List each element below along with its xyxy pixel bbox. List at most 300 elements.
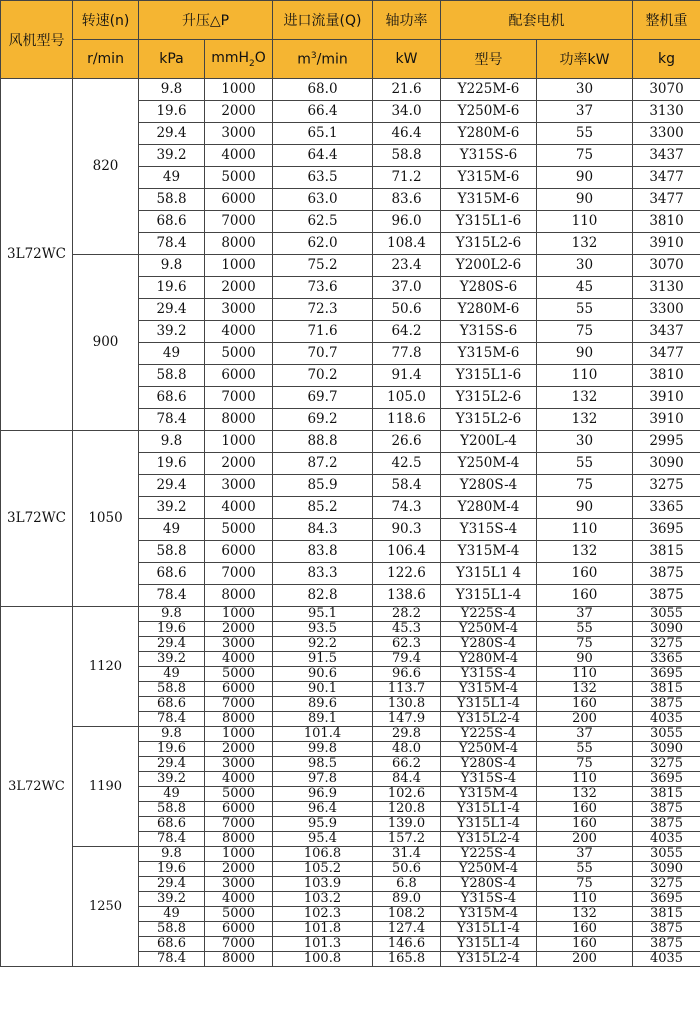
motor-type-cell: Y315L1-4	[441, 937, 537, 952]
flow-cell: 103.9	[273, 877, 373, 892]
speed-cell: 1250	[73, 847, 139, 967]
weight-cell: 3477	[633, 343, 700, 365]
pressure-mmh2o-cell: 1000	[205, 847, 273, 862]
shaft-power-cell: 23.4	[373, 255, 441, 277]
table-row	[1, 79, 700, 101]
weight-cell: 4035	[633, 952, 700, 967]
motor-power-cell: 160	[537, 563, 633, 585]
pressure-kpa-cell: 58.8	[139, 802, 205, 817]
shaft-power-cell: 146.6	[373, 937, 441, 952]
shaft-power-cell: 26.6	[373, 431, 441, 453]
flow-cell: 72.3	[273, 299, 373, 321]
motor-power-cell: 200	[537, 952, 633, 967]
pressure-kpa-cell: 39.2	[139, 497, 205, 519]
fan-model-cell: 3L72WC	[1, 607, 73, 967]
table-header	[1, 1, 700, 79]
shaft-power-cell: 50.6	[373, 299, 441, 321]
motor-type-cell: Y315M-4	[441, 682, 537, 697]
motor-type-cell: Y315L2-4	[441, 952, 537, 967]
motor-type-cell: Y315M-4	[441, 541, 537, 563]
pressure-mmh2o-cell: 5000	[205, 519, 273, 541]
flow-cell: 96.9	[273, 787, 373, 802]
motor-power-cell: 132	[537, 233, 633, 255]
speed-cell: 1190	[73, 727, 139, 847]
motor-type-cell: Y250M-4	[441, 742, 537, 757]
weight-cell: 3130	[633, 101, 700, 123]
pressure-mmh2o-cell: 8000	[205, 952, 273, 967]
motor-type-cell: Y315L1-4	[441, 697, 537, 712]
weight-cell: 3695	[633, 519, 700, 541]
shaft-power-cell: 45.3	[373, 622, 441, 637]
pressure-mmh2o-cell: 4000	[205, 652, 273, 667]
motor-type-cell: Y315M-6	[441, 167, 537, 189]
flow-unit-superscript: 3	[310, 50, 317, 61]
pressure-kpa-cell: 68.6	[139, 937, 205, 952]
weight-cell: 3477	[633, 167, 700, 189]
motor-type-cell: Y315L2-4	[441, 832, 537, 847]
pressure-kpa-cell: 78.4	[139, 832, 205, 847]
pressure-kpa-cell: 19.6	[139, 862, 205, 877]
pressure-kpa-cell: 78.4	[139, 409, 205, 431]
motor-power-cell: 132	[537, 409, 633, 431]
table-row	[1, 727, 700, 742]
header-motor-type: 型号	[441, 40, 537, 79]
flow-cell: 90.6	[273, 667, 373, 682]
shaft-power-cell: 157.2	[373, 832, 441, 847]
model-group	[1, 79, 700, 431]
pressure-mmh2o-cell: 3000	[205, 123, 273, 145]
flow-cell: 98.5	[273, 757, 373, 772]
pressure-mmh2o-cell: 5000	[205, 343, 273, 365]
header-weight-unit: kg	[633, 40, 700, 79]
motor-power-cell: 55	[537, 622, 633, 637]
motor-type-cell: Y315M-4	[441, 907, 537, 922]
motor-type-cell: Y280M-4	[441, 652, 537, 667]
flow-cell: 68.0	[273, 79, 373, 101]
motor-power-cell: 37	[537, 847, 633, 862]
pressure-kpa-cell: 9.8	[139, 255, 205, 277]
weight-cell: 3437	[633, 145, 700, 167]
weight-cell: 3437	[633, 321, 700, 343]
mmh2o-text: mmH	[211, 49, 250, 66]
flow-cell: 66.4	[273, 101, 373, 123]
pressure-mmh2o-cell: 6000	[205, 802, 273, 817]
pressure-kpa-cell: 39.2	[139, 892, 205, 907]
pressure-mmh2o-cell: 1000	[205, 79, 273, 101]
weight-cell: 3090	[633, 453, 700, 475]
shaft-power-cell: 96.0	[373, 211, 441, 233]
pressure-kpa-cell: 9.8	[139, 79, 205, 101]
model-group	[1, 431, 700, 607]
pressure-mmh2o-cell: 8000	[205, 832, 273, 847]
table-row	[1, 255, 700, 277]
motor-power-cell: 110	[537, 211, 633, 233]
pressure-mmh2o-cell: 4000	[205, 892, 273, 907]
shaft-power-cell: 84.4	[373, 772, 441, 787]
motor-power-cell: 160	[537, 817, 633, 832]
weight-cell: 3275	[633, 475, 700, 497]
pressure-mmh2o-cell: 7000	[205, 387, 273, 409]
weight-cell: 3875	[633, 922, 700, 937]
motor-type-cell: Y315S-4	[441, 519, 537, 541]
flow-cell: 101.3	[273, 937, 373, 952]
pressure-mmh2o-cell: 3000	[205, 475, 273, 497]
weight-cell: 3815	[633, 907, 700, 922]
weight-cell: 3477	[633, 189, 700, 211]
motor-type-cell: Y225S-4	[441, 847, 537, 862]
motor-type-cell: Y315S-6	[441, 145, 537, 167]
pressure-kpa-cell: 29.4	[139, 757, 205, 772]
motor-power-cell: 132	[537, 682, 633, 697]
pressure-mmh2o-cell: 4000	[205, 321, 273, 343]
weight-cell: 3275	[633, 877, 700, 892]
pressure-mmh2o-cell: 3000	[205, 877, 273, 892]
pressure-mmh2o-cell: 2000	[205, 622, 273, 637]
motor-power-cell: 30	[537, 255, 633, 277]
header-shaft-power: 轴功率	[373, 1, 441, 40]
flow-cell: 96.4	[273, 802, 373, 817]
weight-cell: 3875	[633, 937, 700, 952]
pressure-kpa-cell: 39.2	[139, 772, 205, 787]
header-speed: 转速(n)	[73, 1, 139, 40]
weight-cell: 3275	[633, 637, 700, 652]
motor-type-cell: Y280M-6	[441, 123, 537, 145]
motor-power-cell: 37	[537, 101, 633, 123]
table-row	[1, 607, 700, 622]
motor-power-cell: 55	[537, 123, 633, 145]
pressure-kpa-cell: 68.6	[139, 211, 205, 233]
mmh2o-text-end: O	[254, 49, 266, 66]
pressure-mmh2o-cell: 6000	[205, 682, 273, 697]
motor-type-cell: Y315S-4	[441, 667, 537, 682]
shaft-power-cell: 106.4	[373, 541, 441, 563]
flow-cell: 97.8	[273, 772, 373, 787]
shaft-power-cell: 102.6	[373, 787, 441, 802]
header-flow: 进口流量(Q)	[273, 1, 373, 40]
motor-power-cell: 55	[537, 742, 633, 757]
pressure-mmh2o-cell: 1000	[205, 255, 273, 277]
weight-cell: 3910	[633, 233, 700, 255]
motor-power-cell: 75	[537, 757, 633, 772]
pressure-mmh2o-cell: 1000	[205, 607, 273, 622]
motor-power-cell: 110	[537, 519, 633, 541]
shaft-power-cell: 31.4	[373, 847, 441, 862]
pressure-mmh2o-cell: 8000	[205, 409, 273, 431]
weight-cell: 4035	[633, 832, 700, 847]
flow-cell: 69.7	[273, 387, 373, 409]
motor-power-cell: 75	[537, 475, 633, 497]
motor-power-cell: 30	[537, 79, 633, 101]
motor-type-cell: Y315L2-6	[441, 409, 537, 431]
pressure-mmh2o-cell: 5000	[205, 167, 273, 189]
flow-unit-text: m	[297, 51, 311, 68]
pressure-kpa-cell: 49	[139, 667, 205, 682]
header-motor: 配套电机	[441, 1, 633, 40]
flow-cell: 103.2	[273, 892, 373, 907]
flow-cell: 91.5	[273, 652, 373, 667]
pressure-mmh2o-cell: 4000	[205, 497, 273, 519]
pressure-mmh2o-cell: 5000	[205, 787, 273, 802]
flow-cell: 83.3	[273, 563, 373, 585]
pressure-mmh2o-cell: 5000	[205, 907, 273, 922]
flow-cell: 106.8	[273, 847, 373, 862]
pressure-kpa-cell: 29.4	[139, 299, 205, 321]
shaft-power-cell: 108.2	[373, 907, 441, 922]
motor-power-cell: 37	[537, 607, 633, 622]
motor-power-cell: 90	[537, 343, 633, 365]
header-weight: 整机重	[633, 1, 700, 40]
motor-power-cell: 160	[537, 585, 633, 607]
flow-cell: 73.6	[273, 277, 373, 299]
flow-cell: 95.9	[273, 817, 373, 832]
shaft-power-cell: 42.5	[373, 453, 441, 475]
flow-cell: 71.6	[273, 321, 373, 343]
pressure-kpa-cell: 49	[139, 787, 205, 802]
pressure-mmh2o-cell: 8000	[205, 233, 273, 255]
pressure-mmh2o-cell: 2000	[205, 277, 273, 299]
weight-cell: 3815	[633, 682, 700, 697]
header-pressure: 升压△P	[139, 1, 273, 40]
motor-type-cell: Y315S-4	[441, 892, 537, 907]
shaft-power-cell: 6.8	[373, 877, 441, 892]
shaft-power-cell: 28.2	[373, 607, 441, 622]
flow-cell: 93.5	[273, 622, 373, 637]
weight-cell: 3875	[633, 563, 700, 585]
shaft-power-cell: 79.4	[373, 652, 441, 667]
motor-type-cell: Y250M-4	[441, 862, 537, 877]
speed-cell: 1050	[73, 431, 139, 607]
motor-type-cell: Y315S-4	[441, 772, 537, 787]
pressure-kpa-cell: 49	[139, 167, 205, 189]
pressure-mmh2o-cell: 6000	[205, 922, 273, 937]
motor-power-cell: 110	[537, 892, 633, 907]
weight-cell: 3070	[633, 79, 700, 101]
weight-cell: 3090	[633, 862, 700, 877]
weight-cell: 3300	[633, 123, 700, 145]
pressure-kpa-cell: 49	[139, 519, 205, 541]
pressure-kpa-cell: 49	[139, 907, 205, 922]
weight-cell: 3810	[633, 365, 700, 387]
shaft-power-cell: 139.0	[373, 817, 441, 832]
shaft-power-cell: 34.0	[373, 101, 441, 123]
motor-type-cell: Y315L2-4	[441, 712, 537, 727]
motor-power-cell: 55	[537, 299, 633, 321]
motor-power-cell: 132	[537, 787, 633, 802]
weight-cell: 3130	[633, 277, 700, 299]
motor-power-cell: 110	[537, 667, 633, 682]
flow-cell: 88.8	[273, 431, 373, 453]
pressure-kpa-cell: 29.4	[139, 475, 205, 497]
flow-cell: 82.8	[273, 585, 373, 607]
shaft-power-cell: 127.4	[373, 922, 441, 937]
weight-cell: 3810	[633, 211, 700, 233]
shaft-power-cell: 113.7	[373, 682, 441, 697]
pressure-kpa-cell: 39.2	[139, 321, 205, 343]
motor-power-cell: 110	[537, 365, 633, 387]
motor-type-cell: Y315L2-6	[441, 233, 537, 255]
shaft-power-cell: 138.6	[373, 585, 441, 607]
pressure-mmh2o-cell: 7000	[205, 211, 273, 233]
shaft-power-cell: 58.4	[373, 475, 441, 497]
flow-cell: 64.4	[273, 145, 373, 167]
motor-power-cell: 45	[537, 277, 633, 299]
pressure-kpa-cell: 49	[139, 343, 205, 365]
header-flow-unit	[273, 40, 373, 79]
flow-cell: 89.6	[273, 697, 373, 712]
pressure-kpa-cell: 9.8	[139, 727, 205, 742]
pressure-mmh2o-cell: 6000	[205, 541, 273, 563]
pressure-kpa-cell: 58.8	[139, 365, 205, 387]
pressure-kpa-cell: 39.2	[139, 145, 205, 167]
pressure-kpa-cell: 58.8	[139, 682, 205, 697]
speed-cell: 1120	[73, 607, 139, 727]
weight-cell: 3365	[633, 652, 700, 667]
speed-cell: 820	[73, 79, 139, 255]
motor-type-cell: Y315L1 4	[441, 563, 537, 585]
header-pressure-kpa: kPa	[139, 40, 205, 79]
shaft-power-cell: 29.8	[373, 727, 441, 742]
weight-cell: 3695	[633, 772, 700, 787]
pressure-kpa-cell: 78.4	[139, 233, 205, 255]
weight-cell: 3275	[633, 757, 700, 772]
flow-cell: 102.3	[273, 907, 373, 922]
flow-cell: 92.2	[273, 637, 373, 652]
shaft-power-cell: 62.3	[373, 637, 441, 652]
motor-power-cell: 160	[537, 937, 633, 952]
weight-cell: 2995	[633, 431, 700, 453]
flow-cell: 63.5	[273, 167, 373, 189]
flow-cell: 87.2	[273, 453, 373, 475]
pressure-mmh2o-cell: 3000	[205, 637, 273, 652]
flow-cell: 100.8	[273, 952, 373, 967]
motor-power-cell: 200	[537, 712, 633, 727]
flow-cell: 75.2	[273, 255, 373, 277]
motor-type-cell: Y315M-4	[441, 787, 537, 802]
pressure-kpa-cell: 9.8	[139, 847, 205, 862]
fan-model-cell: 3L72WC	[1, 431, 73, 607]
motor-power-cell: 200	[537, 832, 633, 847]
pressure-kpa-cell: 29.4	[139, 637, 205, 652]
motor-type-cell: Y280S-4	[441, 757, 537, 772]
motor-power-cell: 75	[537, 637, 633, 652]
table-row	[1, 431, 700, 453]
fan-model-cell: 3L72WC	[1, 79, 73, 431]
shaft-power-cell: 58.8	[373, 145, 441, 167]
motor-power-cell: 55	[537, 862, 633, 877]
motor-power-cell: 160	[537, 697, 633, 712]
weight-cell: 3055	[633, 607, 700, 622]
flow-cell: 84.3	[273, 519, 373, 541]
flow-cell: 85.9	[273, 475, 373, 497]
motor-power-cell: 37	[537, 727, 633, 742]
pressure-kpa-cell: 58.8	[139, 189, 205, 211]
mmh2o-subscript: 2	[249, 58, 255, 69]
weight-cell: 3875	[633, 802, 700, 817]
flow-cell: 101.4	[273, 727, 373, 742]
pressure-kpa-cell: 19.6	[139, 742, 205, 757]
shaft-power-cell: 91.4	[373, 365, 441, 387]
pressure-mmh2o-cell: 7000	[205, 817, 273, 832]
pressure-mmh2o-cell: 2000	[205, 862, 273, 877]
pressure-mmh2o-cell: 6000	[205, 365, 273, 387]
flow-cell: 62.5	[273, 211, 373, 233]
flow-cell: 70.7	[273, 343, 373, 365]
motor-type-cell: Y280S-4	[441, 475, 537, 497]
shaft-power-cell: 147.9	[373, 712, 441, 727]
shaft-power-cell: 108.4	[373, 233, 441, 255]
weight-cell: 3815	[633, 541, 700, 563]
motor-power-cell: 132	[537, 907, 633, 922]
shaft-power-cell: 122.6	[373, 563, 441, 585]
weight-cell: 3910	[633, 409, 700, 431]
motor-type-cell: Y315L2-6	[441, 387, 537, 409]
motor-type-cell: Y280S-6	[441, 277, 537, 299]
motor-type-cell: Y315M-6	[441, 189, 537, 211]
motor-type-cell: Y250M-6	[441, 101, 537, 123]
speed-cell: 900	[73, 255, 139, 431]
weight-cell: 3695	[633, 892, 700, 907]
pressure-kpa-cell: 68.6	[139, 563, 205, 585]
pressure-kpa-cell: 68.6	[139, 697, 205, 712]
weight-cell: 3055	[633, 847, 700, 862]
header-speed-unit: r/min	[73, 40, 139, 79]
pressure-kpa-cell: 9.8	[139, 607, 205, 622]
flow-cell: 101.8	[273, 922, 373, 937]
flow-cell: 63.0	[273, 189, 373, 211]
motor-power-cell: 90	[537, 652, 633, 667]
shaft-power-cell: 77.8	[373, 343, 441, 365]
motor-type-cell: Y200L-4	[441, 431, 537, 453]
flow-cell: 70.2	[273, 365, 373, 387]
motor-type-cell: Y315L1-4	[441, 585, 537, 607]
weight-cell: 4035	[633, 712, 700, 727]
weight-cell: 3300	[633, 299, 700, 321]
motor-power-cell: 90	[537, 497, 633, 519]
motor-type-cell: Y280S-4	[441, 637, 537, 652]
motor-type-cell: Y225S-4	[441, 607, 537, 622]
pressure-kpa-cell: 39.2	[139, 652, 205, 667]
flow-cell: 95.1	[273, 607, 373, 622]
shaft-power-cell: 96.6	[373, 667, 441, 682]
shaft-power-cell: 105.0	[373, 387, 441, 409]
motor-type-cell: Y315L1-4	[441, 922, 537, 937]
motor-type-cell: Y315S-6	[441, 321, 537, 343]
shaft-power-cell: 71.2	[373, 167, 441, 189]
pressure-mmh2o-cell: 2000	[205, 742, 273, 757]
motor-power-cell: 90	[537, 167, 633, 189]
flow-cell: 99.8	[273, 742, 373, 757]
header-model: 风机型号	[1, 1, 73, 79]
motor-power-cell: 55	[537, 453, 633, 475]
pressure-kpa-cell: 58.8	[139, 541, 205, 563]
shaft-power-cell: 118.6	[373, 409, 441, 431]
shaft-power-cell: 46.4	[373, 123, 441, 145]
motor-type-cell: Y315L1-4	[441, 802, 537, 817]
motor-type-cell: Y280S-4	[441, 877, 537, 892]
pressure-kpa-cell: 58.8	[139, 922, 205, 937]
pressure-mmh2o-cell: 2000	[205, 453, 273, 475]
pressure-mmh2o-cell: 4000	[205, 772, 273, 787]
header-motor-power: 功率kW	[537, 40, 633, 79]
pressure-mmh2o-cell: 4000	[205, 145, 273, 167]
weight-cell: 3875	[633, 817, 700, 832]
motor-power-cell: 75	[537, 145, 633, 167]
shaft-power-cell: 83.6	[373, 189, 441, 211]
header-pressure-mmh2o	[205, 40, 273, 79]
shaft-power-cell: 66.2	[373, 757, 441, 772]
weight-cell: 3090	[633, 742, 700, 757]
pressure-kpa-cell: 68.6	[139, 387, 205, 409]
